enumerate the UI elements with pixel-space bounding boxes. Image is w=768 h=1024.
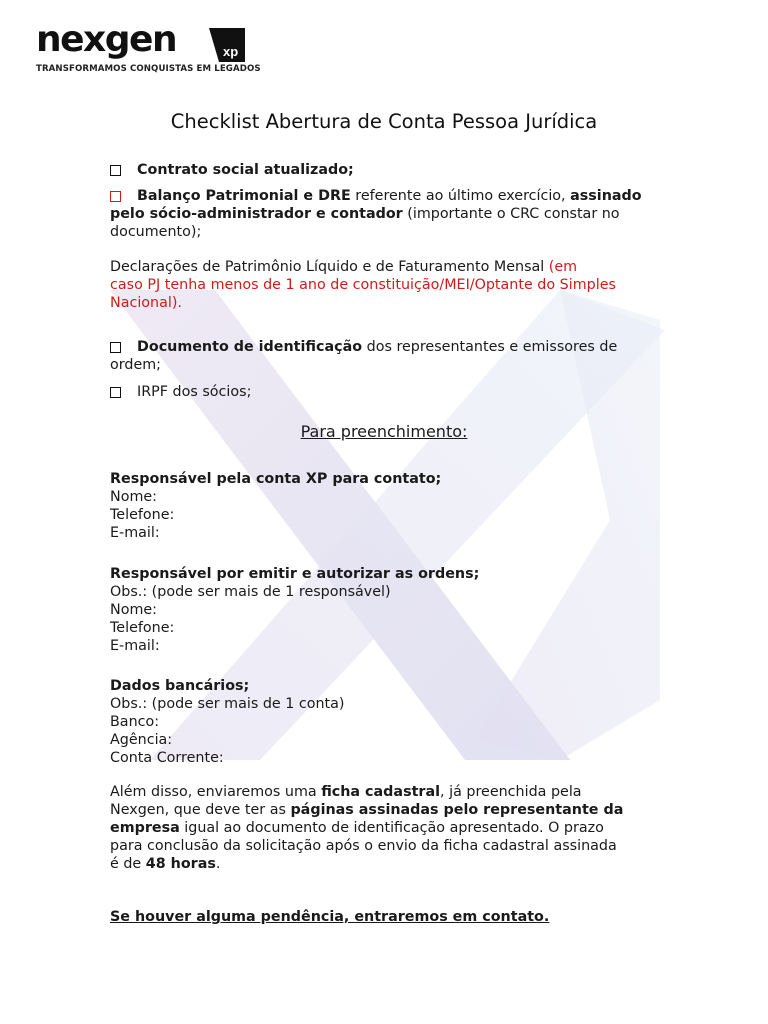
- nexgen-xp-logo: [36, 19, 261, 76]
- checklist-item-balanco: [110, 187, 658, 205]
- logo-tagline: TRANSFORMAMOS CONQUISTAS EM LEGADOS: [36, 64, 261, 74]
- closing-line: [110, 801, 658, 819]
- page-title: Checklist Abertura de Conta Pessoa Jurídica: [170, 110, 598, 133]
- checklist-item-documento-line2: ordem;: [110, 357, 161, 373]
- regular-text: Além disso, enviaremos uma: [110, 784, 322, 800]
- orders-block: [110, 565, 658, 655]
- bank-name-label: Banco:: [110, 714, 160, 730]
- bold-text: Documento de identificação: [137, 339, 363, 355]
- bank-obs: Obs.: (pode ser mais de 1 conta): [110, 696, 345, 712]
- nexgen-wordmark: nexgen: [36, 19, 177, 60]
- bank-block: [110, 677, 658, 767]
- checklist-item-label: [110, 338, 658, 356]
- checkbox-red-icon: [110, 191, 121, 202]
- regular-text: dos representantes e emissores de: [362, 339, 618, 355]
- contact-email-label: E-mail:: [110, 525, 160, 541]
- regular-text: Declarações de Patrimônio Líquido e de Faturamento Mensal: [110, 259, 549, 275]
- regular-text: igual ao documento de identificação apresentado. O prazo: [179, 820, 604, 836]
- bold-text: 48 horas: [145, 856, 216, 872]
- regular-text: é de: [110, 856, 146, 872]
- checklist-item-label: IRPF dos sócios;: [137, 384, 252, 400]
- bold-text: assinado: [570, 188, 642, 204]
- checklist-item-balanco-line3: documento);: [110, 224, 202, 240]
- orders-heading: Responsável por emitir e autorizar as ordens;: [110, 566, 480, 582]
- bold-text: pelo sócio-administrador e contador: [110, 206, 403, 222]
- contact-heading: Responsável pela conta XP para contato;: [110, 471, 442, 487]
- regular-text: , já preenchida pela: [440, 784, 582, 800]
- orders-email-label: E-mail:: [110, 638, 160, 654]
- checkbox-icon: [110, 342, 121, 353]
- closing-line: [110, 855, 658, 873]
- contact-name-label: Nome:: [110, 489, 157, 505]
- bold-text: Balanço Patrimonial e DRE: [137, 188, 351, 204]
- checklist-item-irpf: [110, 383, 658, 401]
- bank-heading: Dados bancários;: [110, 678, 250, 694]
- contact-phone-label: Telefone:: [110, 507, 175, 523]
- checklist-item-label: Contrato social atualizado;: [137, 162, 354, 178]
- checkbox-icon: [110, 165, 121, 176]
- closing-line: [110, 783, 658, 801]
- red-text: (em: [548, 259, 578, 275]
- bold-text: páginas assinadas pelo representante da: [290, 802, 624, 818]
- bank-account-label: Conta Corrente:: [110, 750, 224, 766]
- checklist-item-balanco-line2: [110, 205, 658, 223]
- bank-agency-label: Agência:: [110, 732, 173, 748]
- xp-logo-icon: [208, 28, 246, 62]
- regular-text: referente ao último exercício,: [350, 188, 571, 204]
- checkbox-icon: [110, 387, 121, 398]
- declaracoes-line2: caso PJ tenha menos de 1 ano de constituição/MEI/Optante do Simples: [110, 277, 616, 293]
- bold-text: empresa: [110, 820, 180, 836]
- orders-name-label: Nome:: [110, 602, 157, 618]
- closing-line: para conclusão da solicitação após o envio da ficha cadastral assinada: [110, 838, 617, 854]
- checklist-item-label: [110, 187, 658, 205]
- orders-phone-label: Telefone:: [110, 620, 175, 636]
- orders-obs: Obs.: (pode ser mais de 1 responsável): [110, 584, 391, 600]
- checklist-item-contrato: [110, 161, 658, 179]
- closing-paragraph: [110, 783, 658, 873]
- bold-text: ficha cadastral: [321, 784, 441, 800]
- regular-text: Nexgen, que deve ter as: [110, 802, 291, 818]
- footer-note: Se houver alguma pendência, entraremos em contato.: [110, 909, 550, 925]
- xp-logo-text: xp: [223, 44, 239, 59]
- declaracoes-line3: Nacional).: [110, 295, 182, 311]
- declaracoes-line1: [110, 258, 658, 276]
- contact-block: [110, 470, 658, 542]
- section-heading: Para preenchimento:: [300, 422, 468, 441]
- regular-text: (importante o CRC constar no: [402, 206, 620, 222]
- regular-text: .: [215, 856, 221, 872]
- closing-line: [110, 819, 658, 837]
- checklist-item-documento: [110, 338, 658, 356]
